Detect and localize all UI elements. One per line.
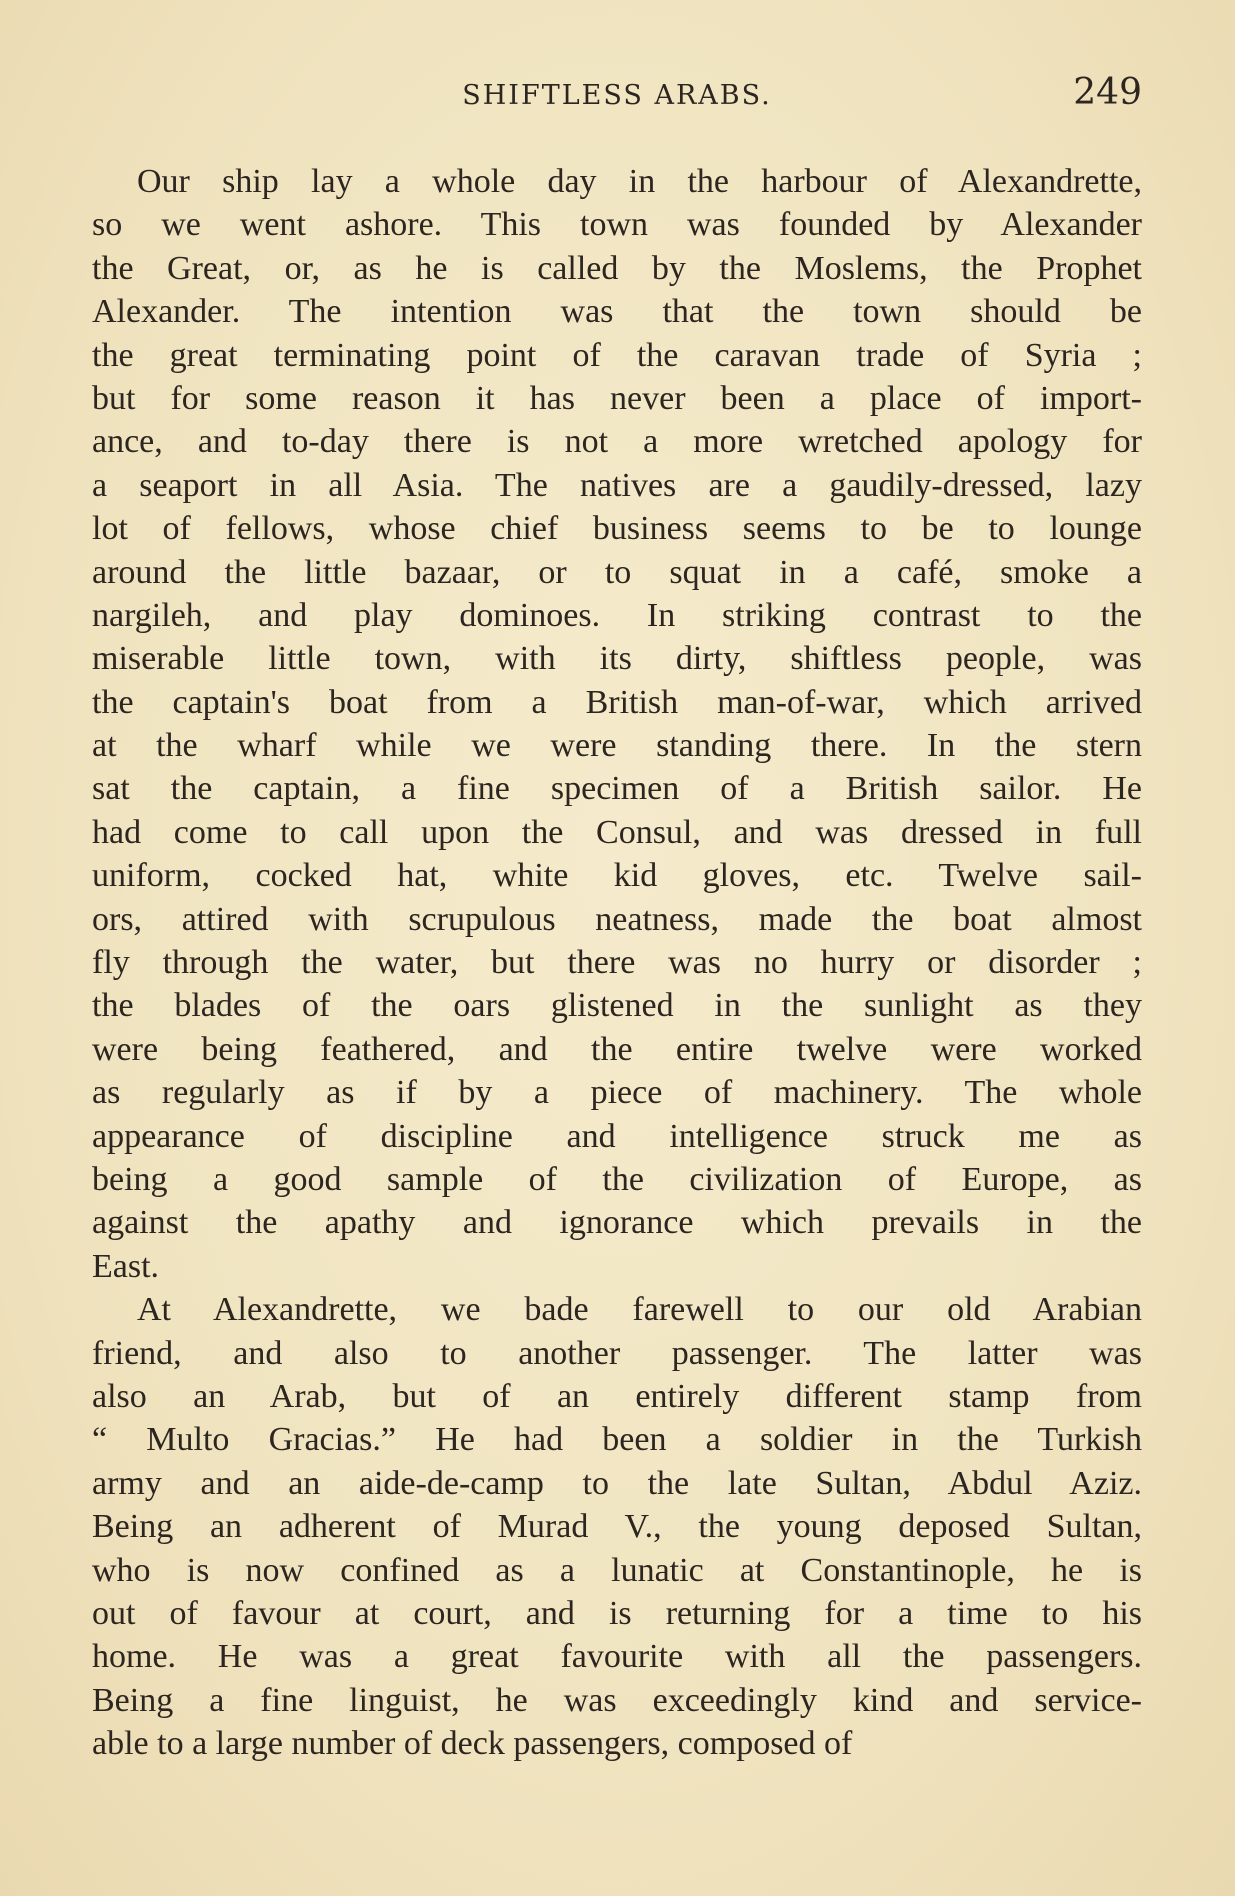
paragraph bbox=[92, 1288, 1142, 1765]
running-title: SHIFTLESS ARABS. bbox=[462, 80, 772, 111]
text-line: Alexander. The intention was that the town should be bbox=[92, 293, 1142, 331]
page-header bbox=[92, 72, 1142, 122]
text-line: the blades of the oars glistened in the sunlight as they bbox=[92, 987, 1142, 1025]
text-line: uniform, cocked hat, white kid gloves, etc. Twelve sail- bbox=[92, 857, 1142, 895]
text-line: who is now confined as a lunatic at Constantinople, he is bbox=[92, 1551, 1142, 1589]
paragraph bbox=[92, 160, 1142, 1288]
text-line: around the little bazaar, or to squat in a café, smoke a bbox=[92, 553, 1142, 591]
text-line: as regularly as if by a piece of machinery. The whole bbox=[92, 1074, 1142, 1112]
text-line: East. bbox=[92, 1247, 160, 1285]
text-line: nargileh, and play dominoes. In striking contrast to the bbox=[92, 596, 1142, 634]
text-line: were being feathered, and the entire twelve were worked bbox=[92, 1030, 1142, 1068]
text-line: the great terminating point of the caravan trade of Syria ; bbox=[92, 336, 1142, 374]
text-line: lot of fellows, whose chief business seems to be to lounge bbox=[92, 510, 1142, 548]
text-line: Being a fine linguist, he was exceedingly kind and service- bbox=[92, 1681, 1142, 1719]
text-line: home. He was a great favourite with all the passengers. bbox=[92, 1638, 1142, 1676]
text-line: against the apathy and ignorance which prevails in the bbox=[92, 1204, 1142, 1242]
text-line: Our ship lay a whole day in the harbour of Alexandrette, bbox=[137, 163, 1142, 200]
text-line: a seaport in all Asia. The natives are a gaudily-dressed, lazy bbox=[92, 466, 1142, 504]
text-line: At Alexandrette, we bade farewell to our old Arabian bbox=[137, 1291, 1142, 1329]
text-line: “ Multo Gracias.” He had been a soldier in the Turkish bbox=[92, 1421, 1142, 1459]
text-line: army and an aide-de-camp to the late Sultan, Abdul Aziz. bbox=[92, 1464, 1142, 1502]
text-line: had come to call upon the Consul, and was dressed in full bbox=[92, 813, 1142, 851]
text-line: out of favour at court, and is returning for a time to his bbox=[92, 1594, 1142, 1632]
page-number: 249 bbox=[1073, 72, 1142, 113]
text-line: miserable little town, with its dirty, shiftless people, was bbox=[92, 640, 1142, 678]
text-line: the captain's boat from a British man-of-war, which arrived bbox=[92, 683, 1142, 721]
text-line: ance, and to-day there is not a more wretched apology for bbox=[92, 423, 1142, 461]
text-line: sat the captain, a fine specimen of a British sailor. He bbox=[92, 770, 1142, 808]
text-line: Being an adherent of Murad V., the young deposed Sultan, bbox=[92, 1508, 1142, 1546]
paragraph-container bbox=[92, 160, 1142, 1765]
text-line: also an Arab, but of an entirely different stamp from bbox=[92, 1377, 1142, 1415]
text-line: at the wharf while we were standing there. In the stern bbox=[92, 727, 1142, 765]
text-line: appearance of discipline and intelligence struck me as bbox=[92, 1117, 1142, 1155]
body-text bbox=[92, 160, 1142, 1765]
text-line: ors, attired with scrupulous neatness, made the boat almost bbox=[92, 900, 1142, 938]
text-line: so we went ashore. This town was founded by Alexander bbox=[92, 206, 1142, 244]
text-line: being a good sample of the civilization of Europe, as bbox=[92, 1160, 1142, 1198]
text-line: able to a large number of deck passengers, composed of bbox=[92, 1725, 853, 1763]
text-line: friend, and also to another passenger. The latter was bbox=[92, 1334, 1142, 1372]
text-line: fly through the water, but there was no hurry or disorder ; bbox=[92, 944, 1142, 982]
text-line: but for some reason it has never been a place of import- bbox=[92, 379, 1142, 417]
text-line: the Great, or, as he is called by the Moslems, the Prophet bbox=[92, 249, 1142, 287]
